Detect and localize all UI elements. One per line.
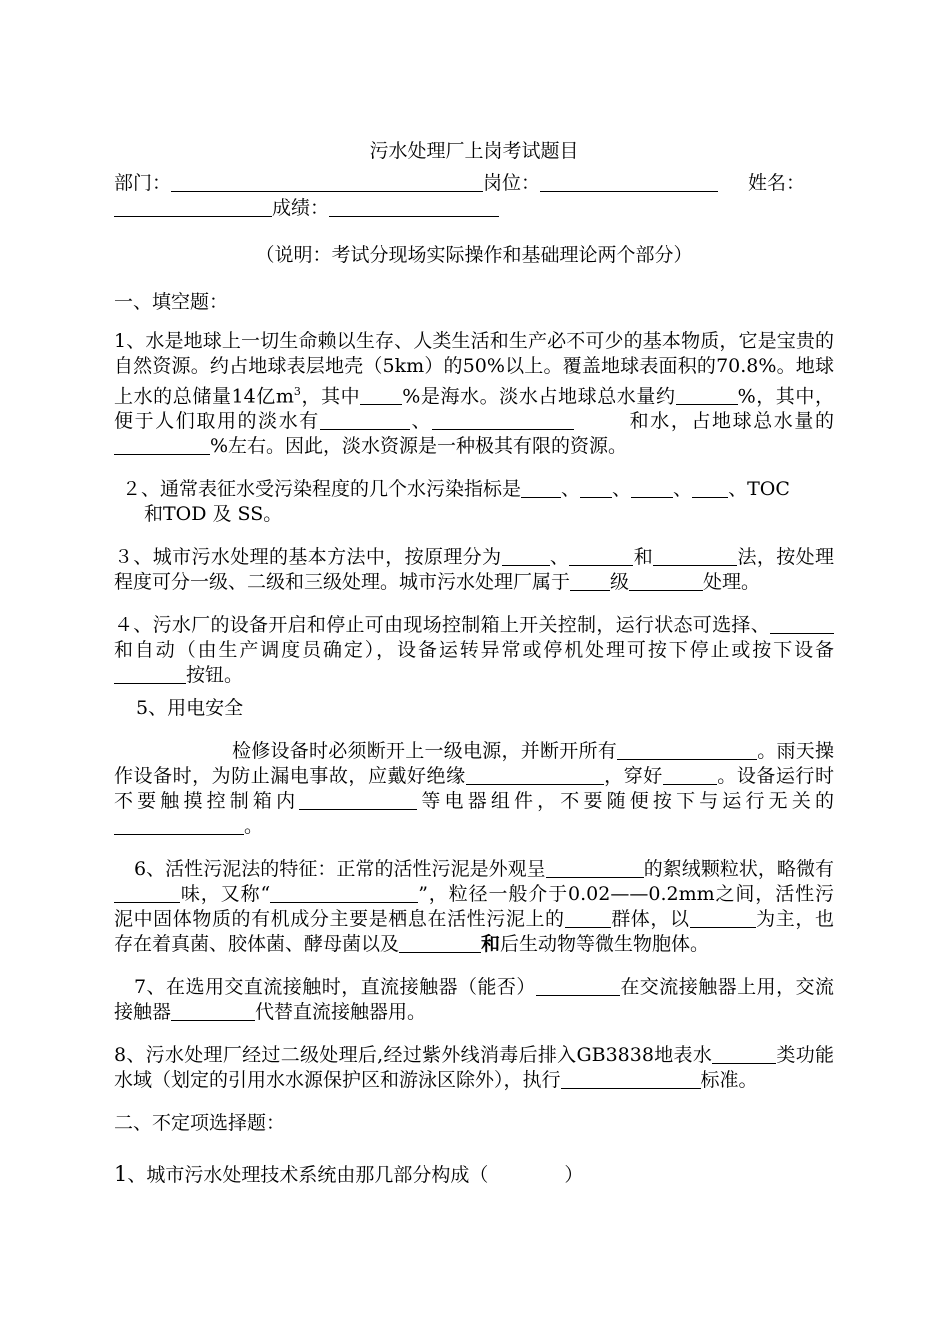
question-1-1: 1、水是地球上一切生命赖以生存、人类生活和生产必不可少的基本物质，它是宝贵的自然资源。约占地球表层地壳（5km）的50%以上。覆盖地球表面积的70.8%。地球上水的总储量14亿$m^3$，其中 %是海水。淡水占地球总水量约 %，其中，便于人们取用的淡水有 、 和水，占地球总水量的%左右。因此，淡水资源是一种极其有限的资源。: [114, 330, 834, 458]
blank[interactable]: [171, 1001, 255, 1021]
blank[interactable]: [299, 790, 417, 810]
department-label: 部门：: [114, 172, 172, 194]
blank[interactable]: [629, 571, 703, 591]
blank[interactable]: [569, 546, 633, 566]
blank[interactable]: [663, 765, 717, 785]
exam-note: （说明：考试分现场实际操作和基础理论两个部分）: [255, 244, 693, 266]
blank[interactable]: [502, 546, 550, 566]
question-2-1: 1、城市污水处理技术系统由那几部分构成（ ）: [114, 1162, 584, 1187]
blank[interactable]: [653, 546, 737, 566]
blank[interactable]: [770, 614, 834, 634]
blank[interactable]: [114, 435, 210, 455]
blank[interactable]: [561, 1069, 701, 1089]
blank[interactable]: [570, 571, 610, 591]
blank[interactable]: [521, 478, 561, 498]
blank[interactable]: [114, 815, 244, 835]
blank[interactable]: [114, 883, 180, 903]
blank[interactable]: [320, 410, 410, 430]
blank[interactable]: [712, 1044, 776, 1064]
section2-heading: 二、不定项选择题：: [114, 1112, 286, 1135]
blank[interactable]: [399, 933, 481, 953]
blank[interactable]: [631, 478, 673, 498]
department-field[interactable]: [171, 172, 483, 192]
name-label: 姓名：: [748, 172, 806, 194]
header-line-1: [114, 171, 834, 196]
position-field[interactable]: [540, 172, 718, 192]
blank[interactable]: [466, 765, 604, 785]
blank[interactable]: [546, 858, 644, 878]
question-1-5-heading: 5、用电安全: [136, 697, 244, 720]
score-label: 成绩：: [272, 197, 330, 219]
blank[interactable]: [536, 976, 620, 996]
section1-heading: 一、填空题：: [114, 291, 229, 313]
question-1-6: 6、活性污泥法的特征：正常的活性污泥是外观呈 的絮绒颗粒状，略微有味，又称“ ”，粒径一般介于0.02——0.2mm之间，活性污泥中固体物质的有机成分主要是栖息在活性污泥上的 群体，以 为主，也存在着真菌、胶体菌、酵母菌以及 和后生动物等微生物胞体。: [114, 858, 834, 956]
name-field[interactable]: [114, 197, 272, 217]
question-1-5: 检修设备时必须断开上一级电源，并断开所有 。雨天操作设备时，为防止漏电事故，应戴好绝缘 ，穿好 。设备运行时不要触摸控制箱内 等电器组件，不要随便按下与运行无关的。: [114, 740, 834, 838]
blank[interactable]: [676, 385, 738, 405]
exam-title: 污水处理厂上岗考试题目: [369, 140, 579, 162]
question-1-4: ４、污水厂的设备开启和停止可由现场控制箱上开关控制，运行状态可选择、和自动（由生产调度员确定），设备运转异常或停机处理可按下停止或按下设备按钮。: [114, 614, 834, 687]
header-line-2: [114, 196, 834, 221]
question-1-3: ３、城市污水处理的基本方法中，按原理分为 、 和 法，按处理程度可分一级、二级和三级处理。城市污水处理厂属于 级 处理。: [114, 546, 834, 594]
question-1-7: 7、在选用交直流接触时，直流接触器（能否） 在交流接触器上用，交流接触器 代替直流接触器用。: [114, 976, 834, 1024]
score-field[interactable]: [329, 197, 499, 217]
blank[interactable]: [360, 385, 402, 405]
question-1-2: ２、通常表征水受污染程度的几个水污染指标是 、 、 、 、TOC 和TOD 及 SS。: [122, 478, 790, 526]
blank[interactable]: [270, 883, 418, 903]
blank[interactable]: [114, 664, 186, 684]
blank[interactable]: [580, 478, 612, 498]
blank[interactable]: [690, 908, 756, 928]
blank[interactable]: [617, 740, 757, 760]
question-1-8: 8、污水处理厂经过二级处理后,经过紫外线消毒后排入GB3838地表水 类功能水域（划定的引用水水源保护区和游泳区除外），执行 标准。: [114, 1044, 834, 1092]
blank[interactable]: [565, 908, 611, 928]
blank[interactable]: [432, 410, 574, 430]
position-label: 岗位：: [483, 172, 541, 194]
blank[interactable]: [692, 478, 728, 498]
